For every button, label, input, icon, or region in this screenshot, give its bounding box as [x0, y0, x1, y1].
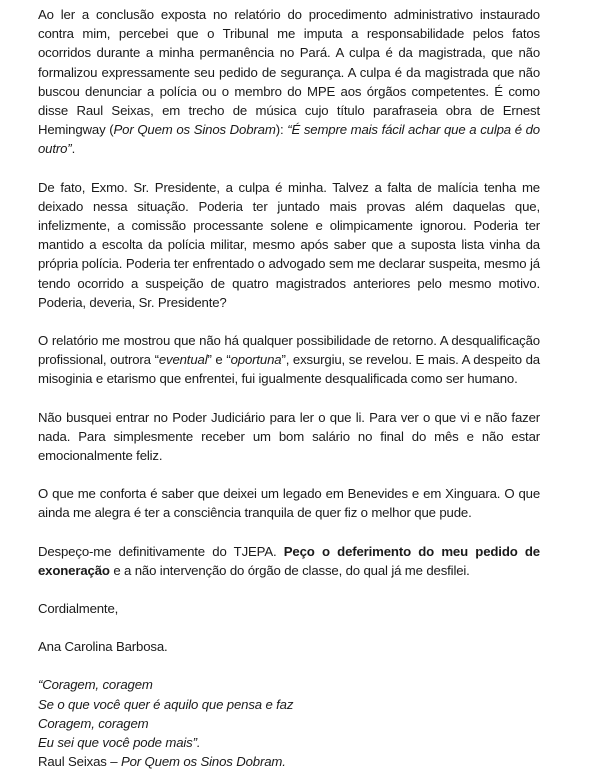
signature: Ana Carolina Barbosa. [38, 639, 168, 655]
paragraph-1 [38, 5, 540, 159]
p1-text-a: Ao ler a conclusão exposta no relatório do procedimento administrativo instaurado contra mim, percebei que o Tribunal me imputa a responsabilidade pelos fatos ocorridos durante a minha permanência no Pará. A culpa é da magistrada, que não formalizou expressamente seu pedido de segurança. A culpa é da magistrada que não buscou denunciar a polícia ou o membro do MPE aos órgãos competentes. É como disse Raul Seixas, em trecho de música cujo título parafraseia obra de Ernest Hemingway ( [38, 7, 540, 138]
paragraph-6 [38, 542, 540, 580]
p5-text: O que me conforta é saber que deixei um legado em Benevides e em Xinguara. O que ainda me alegra é ter a consciência tranquila de quer fiz o melhor que pude. [38, 486, 540, 521]
poem-attribution [38, 752, 540, 771]
p6-text-a: Despeço-me definitivamente do TJEPA. [38, 543, 284, 559]
poem-line-4: Eu sei que você pode mais”. [38, 735, 201, 751]
p1-book-title: Por Quem os Sinos Dobram [113, 122, 276, 138]
p3-text-c: ”, exsurgiu, se revelou. E mais. A despeito da misoginia e etarismo que enfrentei, fui igualmente desqualificada como ser humano. [38, 352, 540, 387]
poem-line-2: Se o que você quer é aquilo que pensa e faz [38, 696, 294, 712]
p1-quote: “É sempre mais fácil achar que a culpa é do outro” [38, 122, 540, 157]
paragraph-2 [38, 178, 540, 312]
paragraph-3 [38, 331, 540, 389]
p3-eventual: eventual [158, 352, 208, 368]
poem-attribution-author: Raul Seixas – [38, 754, 121, 770]
p3-text-b: ” e “ [207, 352, 231, 368]
p4-text: Não busquei entrar no Poder Judiciário para ler o que li. Para ver o que vi e não fazer nada. Para simplesmente receber um bom salário no final do mês e não estar emocionalmente feliz. [38, 409, 540, 464]
p6-text-b: e a não intervenção do órgão de classe, do qual já me desfilei. [109, 562, 470, 578]
poem-attribution-title: Por Quem os Sinos Dobram. [120, 754, 286, 770]
p1-text-b: ): [275, 122, 288, 138]
paragraph-4 [38, 408, 540, 466]
p3-text-a: O relatório me mostrou que não há qualquer possibilidade de retorno. A desqualificação profissional, outrora “ [38, 333, 540, 368]
p2-text: De fato, Exmo. Sr. Presidente, a culpa é minha. Talvez a falta de malícia tenha me deixado nessa situação. Poderia ter juntado mais provas além daquelas que, infelizmente, a comissão processante solene e olimpicamente ignorou. Poderia ter mantido a escolta da polícia militar, mesmo após saber que a suposta lista vinha da própria polícia. Poderia ter enfrentado o advogado sem me declarar suspeita, mesmo já tendo ocorrido a suspeição de quatro magistrados anteriores pelo mesmo motivo. Poderia, deveria, Sr. Presidente? [38, 179, 540, 310]
poem-line-3: Coragem, coragem [38, 715, 149, 731]
poem-line-1: “Coragem, coragem [38, 677, 153, 693]
p1-text-c: . [71, 141, 76, 157]
poem-quote [38, 675, 540, 771]
paragraph-5 [38, 484, 540, 522]
closing: Cordialmente, [38, 601, 119, 617]
p3-oportuna: oportuna [230, 352, 282, 368]
p6-request-bold: Peço o deferimento do meu pedido de exoneração [38, 543, 540, 578]
document-page [38, 5, 540, 772]
